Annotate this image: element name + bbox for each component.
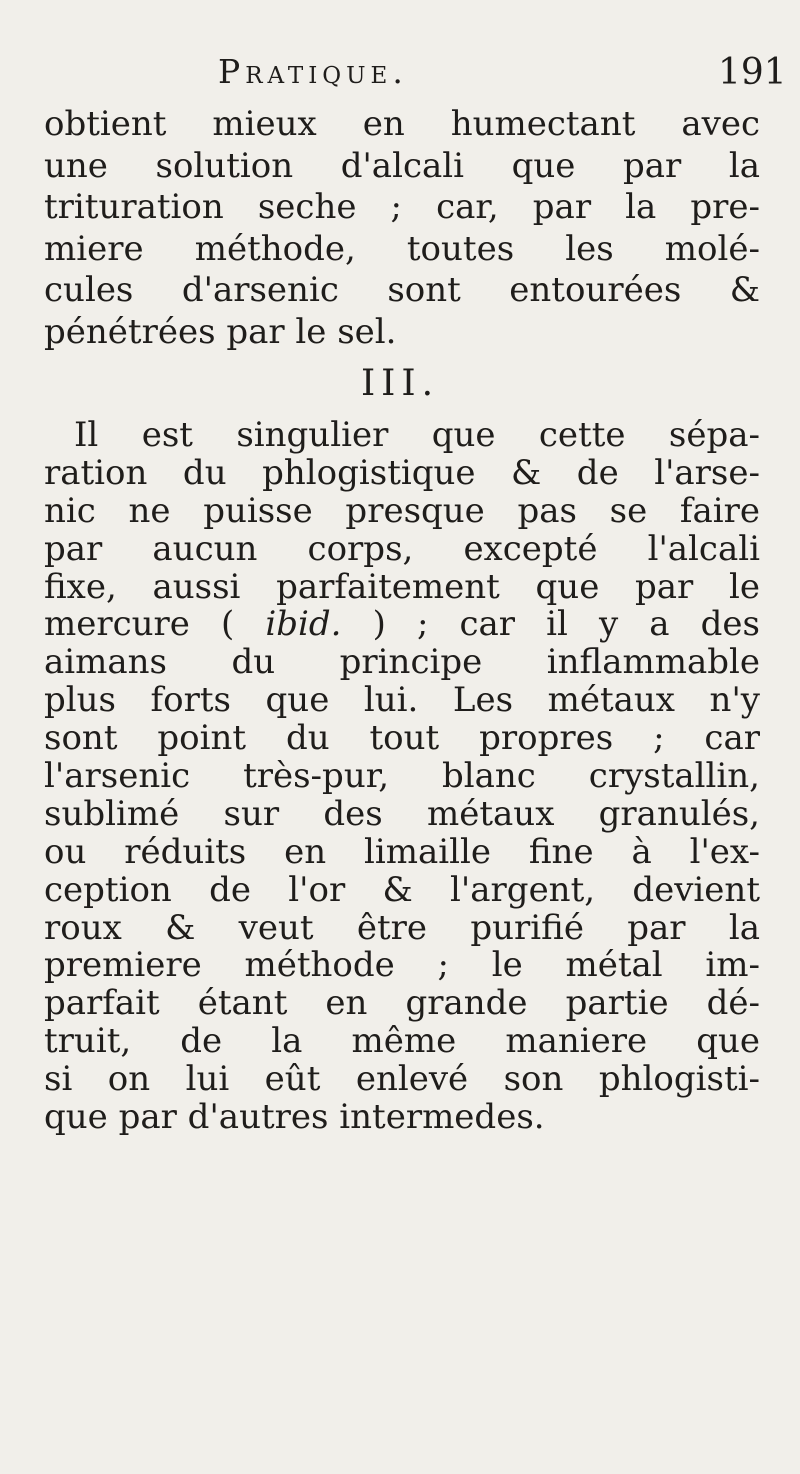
text-line: mercure ( ibid. ) ; car il y a des <box>44 604 761 645</box>
text-line: une solution d'alcali que par la <box>44 145 760 186</box>
paragraph-1 <box>44 104 760 353</box>
text-line: ration du phlogistique & de l'arse- <box>44 452 760 493</box>
text-line: plus forts que lui. Les métaux n'y <box>44 680 760 721</box>
italic-reference: ibid. <box>265 604 342 645</box>
text-line: par aucun corps, excepté l'alcali <box>44 528 760 569</box>
text-line: trituration seche ; car, par la pre- <box>44 187 760 227</box>
text-line: si on lui eût enlevé son phlogisti- <box>44 1059 760 1100</box>
text-line: ou réduits en limaille fine à l'ex- <box>44 831 760 872</box>
running-head-title: Pratique. <box>218 52 408 91</box>
text-line: pénétrées par le sel. <box>44 311 397 352</box>
text-line: aimans du principe inflammable <box>44 642 760 683</box>
text-line: truit, de la même maniere que <box>44 1021 760 1062</box>
text-line: cules d'arsenic sont entourées & <box>44 270 760 310</box>
text-line: sublimé sur des métaux granulés, <box>44 793 760 834</box>
text-line: fixe, aussi parfaitement que par le <box>44 566 760 607</box>
paragraph-2 <box>44 417 760 1137</box>
text-line: l'arsenic très-pur, blanc crystallin, <box>44 756 760 797</box>
text-line: premiere méthode ; le métal im- <box>44 945 760 986</box>
text-line: ception de l'or & l'argent, devient <box>44 869 760 910</box>
section-heading: III. <box>360 363 440 404</box>
text-line: miere méthode, toutes les molé- <box>44 228 760 269</box>
text-line: nic ne puisse presque pas se faire <box>44 490 760 531</box>
text-line: roux & veut être purifié par la <box>44 907 760 948</box>
text-line: sont point du tout propres ; car <box>44 718 760 759</box>
text-line: obtient mieux en humectant avec <box>44 104 760 144</box>
page-number: 191 <box>718 52 787 93</box>
text-line: Il est singulier que cette sépa- <box>74 415 760 455</box>
text-line: parfait étant en grande partie dé- <box>44 983 760 1024</box>
running-head <box>0 52 800 102</box>
text-line: que par d'autres intermedes. <box>44 1097 545 1138</box>
